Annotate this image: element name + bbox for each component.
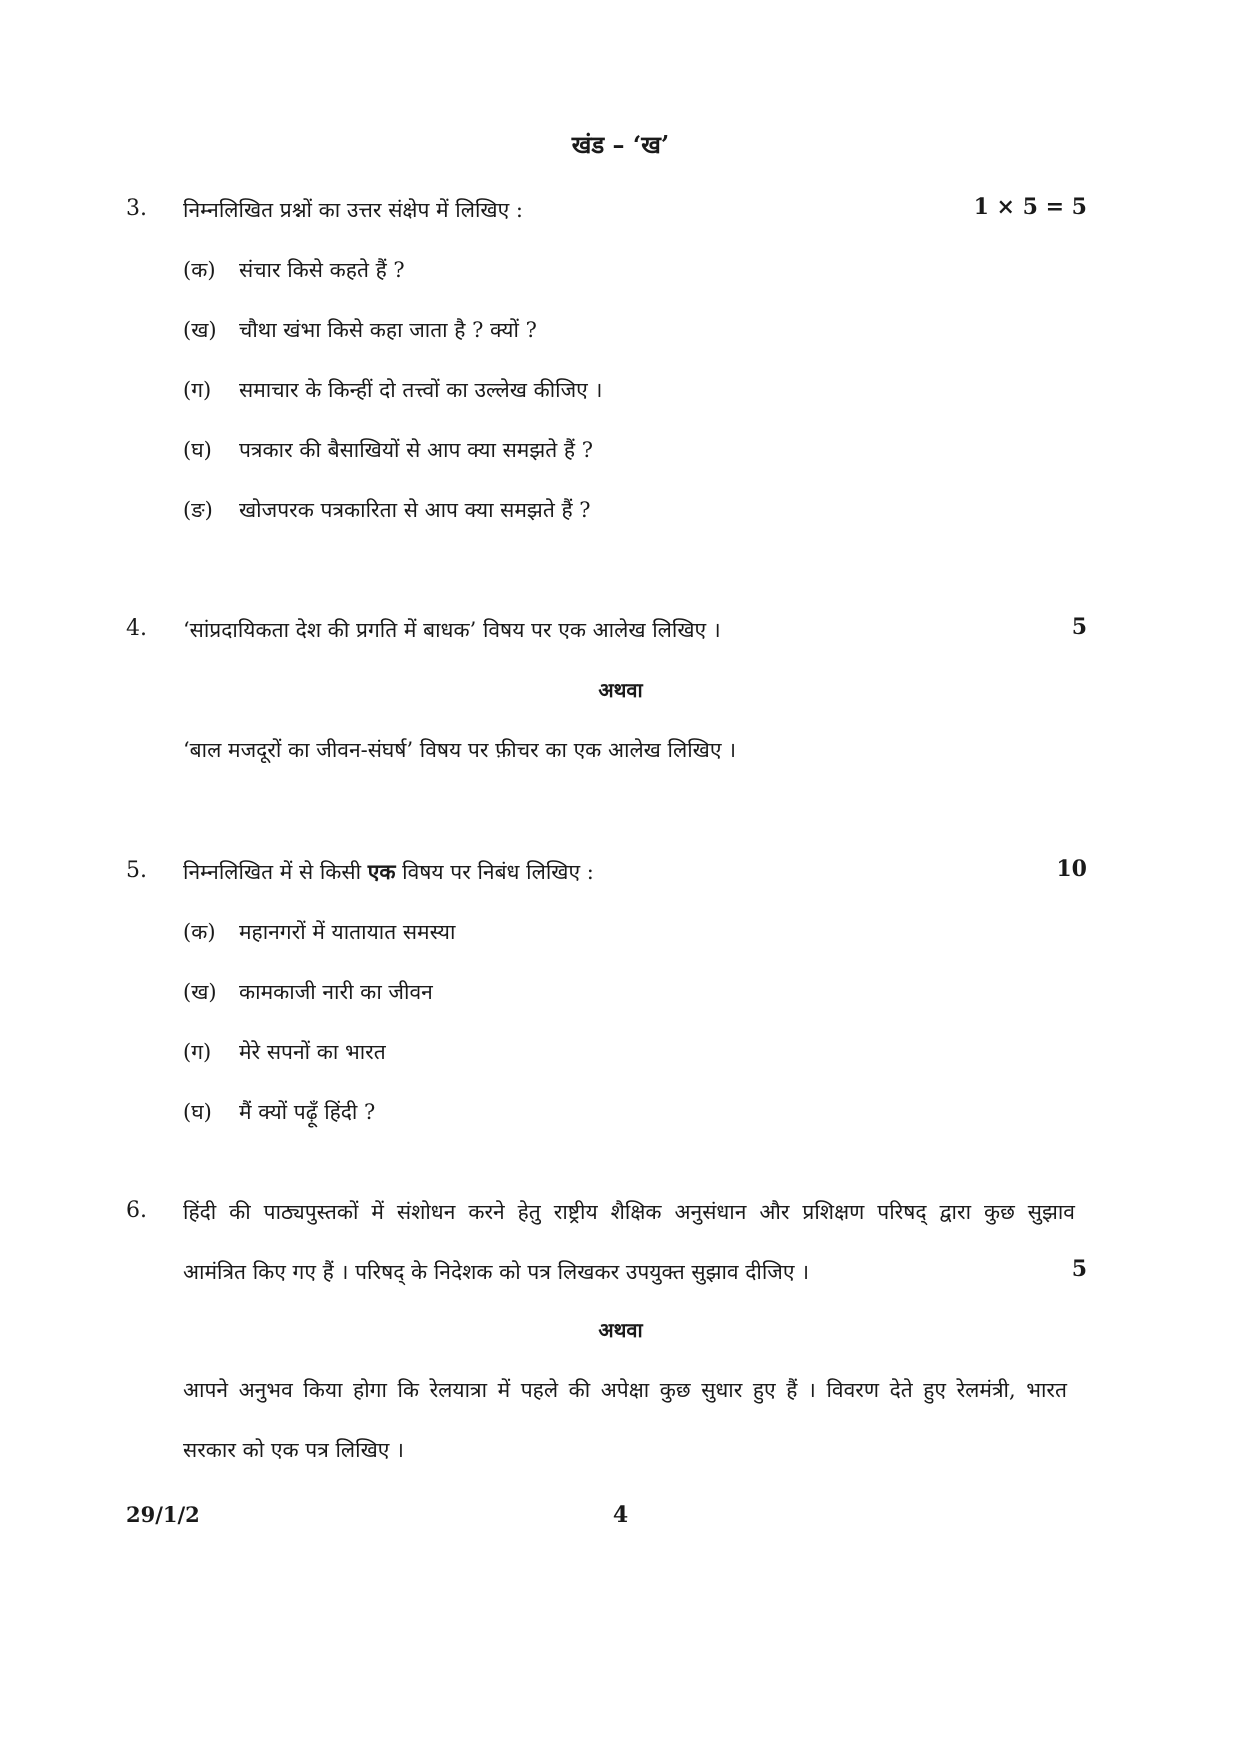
question-4-text: ‘सांप्रदायिकता देश की प्रगति में बाधक’ विषय पर एक आलेख लिखिए ।: [183, 618, 721, 642]
question-3-text: निम्नलिखित प्रश्नों का उत्तर संक्षेप में लिखिए :: [183, 198, 523, 222]
question-3-number: 3.: [126, 196, 147, 221]
item-label: (घ): [183, 1100, 212, 1124]
item-text: समाचार के किन्हीं दो तत्त्वों का उल्लेख कीजिए ।: [239, 378, 603, 402]
question-5-item: [183, 1098, 375, 1126]
question-4-marks: 5: [1071, 614, 1087, 640]
emphasis: एक: [367, 859, 396, 884]
question-6-marks: 5: [1071, 1256, 1087, 1282]
question-4-number: 4.: [126, 616, 147, 641]
item-label: (ग): [183, 378, 212, 402]
question-4-alternative: ‘बाल मजदूरों का जीवन-संघर्ष’ विषय पर फ़ीचर का एक आलेख लिखिए ।: [183, 738, 737, 762]
page-number: 4: [612, 1502, 629, 1528]
question-3-item: [183, 376, 602, 404]
question-6-alternative-line-1: आपने अनुभव किया होगा कि रेलयात्रा में पहले की अपेक्षा कुछ सुधार हुए हैं । विवरण देते हुए रेलमंत्री, भारत: [183, 1378, 1067, 1402]
question-3-item: [183, 256, 405, 284]
item-label: (घ): [183, 438, 212, 462]
item-text: महानगरों में यातायात समस्या: [239, 920, 456, 944]
question-3-item: [183, 316, 537, 344]
item-text: खोजपरक पत्रकारिता से आप क्या समझते हैं ?: [239, 498, 591, 522]
item-label: (ख): [183, 980, 217, 1004]
question-6-alternative-line-2: सरकार को एक पत्र लिखिए ।: [183, 1438, 405, 1462]
question-5-marks: 10: [1056, 856, 1087, 882]
question-3-item: [183, 436, 593, 464]
question-5-number: 5.: [126, 858, 147, 883]
question-3-marks: 1 × 5 = 5: [973, 194, 1087, 220]
item-text: कामकाजी नारी का जीवन: [239, 980, 433, 1004]
item-text: मैं क्यों पढ़ूँ हिंदी ?: [239, 1100, 376, 1124]
question-6-line-2: आमंत्रित किए गए हैं । परिषद् के निदेशक को पत्र लिखकर उपयुक्त सुझाव दीजिए ।: [183, 1260, 810, 1284]
question-5-item: [183, 918, 455, 946]
item-text: मेरे सपनों का भारत: [239, 1040, 386, 1064]
item-label: (क): [183, 258, 216, 282]
item-text: पत्रकार की बैसाखियों से आप क्या समझते हैं ?: [239, 438, 593, 462]
item-text: चौथा खंभा किसे कहा जाता है ? क्यों ?: [239, 318, 537, 342]
paper-code: 29/1/2: [126, 1502, 200, 1527]
or-separator: अथवा: [598, 1318, 643, 1342]
question-5-item: [183, 978, 433, 1006]
or-separator: अथवा: [598, 678, 643, 702]
question-3-item: [183, 496, 591, 524]
question-6-number: 6.: [126, 1198, 147, 1223]
section-title: खंड – ‘ख’: [571, 130, 670, 159]
item-label: (ङ): [183, 498, 213, 522]
item-label: (ग): [183, 1040, 212, 1064]
question-6-line-1: हिंदी की पाठ्यपुस्तकों में संशोधन करने हेतु राष्ट्रीय शैक्षिक अनुसंधान और प्रशिक्षण परिषद् द्वारा कुछ सुझाव: [183, 1200, 1075, 1224]
question-5-item: [183, 1038, 386, 1066]
question-5-text: निम्नलिखित में से किसी एक विषय पर निबंध लिखिए :: [183, 859, 594, 884]
item-label: (ख): [183, 318, 217, 342]
item-label: (क): [183, 920, 216, 944]
item-text: संचार किसे कहते हैं ?: [239, 258, 405, 282]
